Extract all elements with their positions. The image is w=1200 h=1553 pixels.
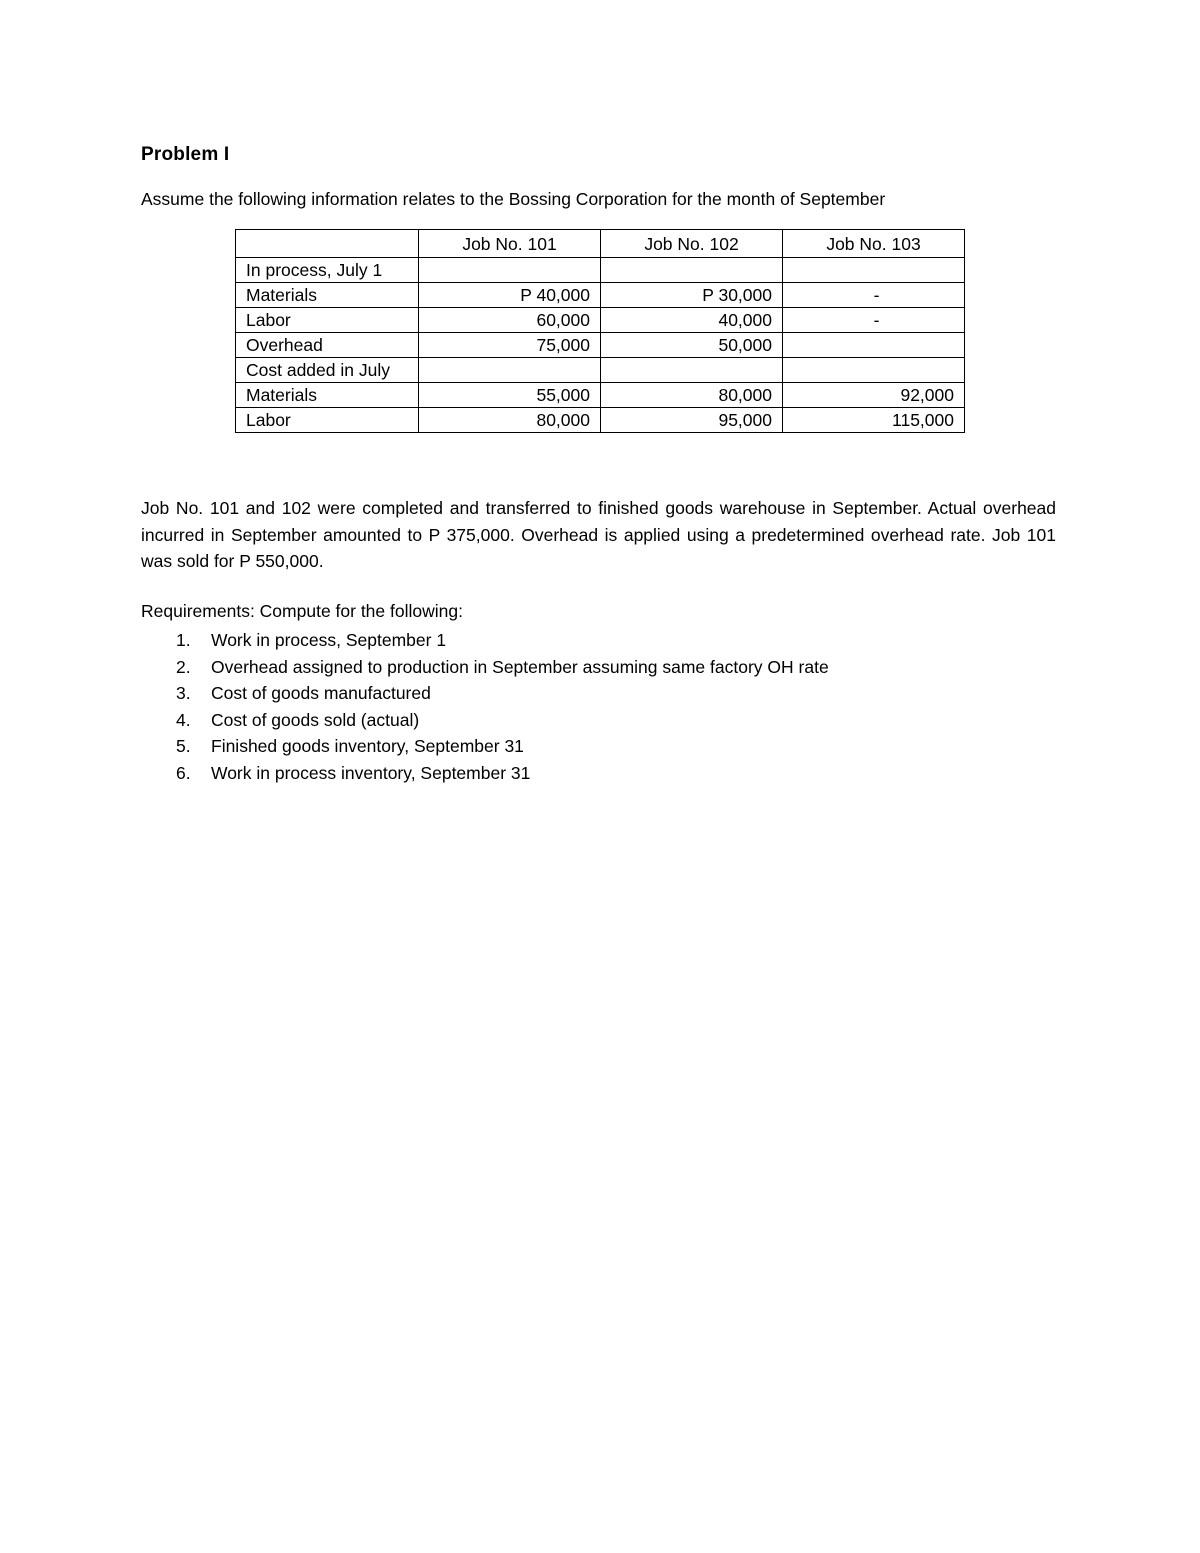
table-row	[236, 408, 965, 433]
table-cell: 80,000	[601, 383, 783, 408]
table-row	[236, 308, 965, 333]
table-cell	[783, 358, 965, 383]
table-cell	[419, 358, 601, 383]
table-cell: 95,000	[601, 408, 783, 433]
row-label: In process, July 1	[236, 258, 419, 283]
header-cell-job-101: Job No. 101	[419, 230, 601, 258]
table-cell	[783, 258, 965, 283]
requirements-list	[141, 627, 829, 786]
list-item	[141, 680, 829, 707]
item-text: Overhead assigned to production in September assuming same factory OH rate	[211, 656, 829, 677]
item-number: 1.	[176, 630, 191, 650]
table-cell	[783, 333, 965, 358]
dash-value: -	[873, 310, 880, 330]
header-cell-blank	[236, 230, 419, 258]
row-label: Labor	[236, 308, 419, 333]
list-item	[141, 733, 829, 760]
intro-text: Assume the following information relates to the Bossing Corporation for the month of September	[141, 189, 886, 209]
table-row	[236, 358, 965, 383]
problem-title: Problem I	[141, 144, 230, 165]
item-text: Cost of goods sold (actual)	[211, 709, 420, 730]
table-cell: 60,000	[419, 308, 601, 333]
table-cell: P 30,000	[601, 283, 783, 308]
job-cost-table	[235, 229, 965, 433]
table-row	[236, 258, 965, 283]
table-cell: 50,000	[601, 333, 783, 358]
header-cell-job-102: Job No. 102	[601, 230, 783, 258]
row-label: Overhead	[236, 333, 419, 358]
item-number: 2.	[176, 656, 191, 677]
table-cell: 55,000	[419, 383, 601, 408]
table-cell	[783, 308, 965, 333]
table-cell: 115,000	[783, 408, 965, 433]
table-cell: P 40,000	[419, 283, 601, 308]
item-text: Work in process, September 1	[211, 630, 447, 650]
item-number: 4.	[176, 709, 191, 730]
header-cell-job-103: Job No. 103	[783, 230, 965, 258]
item-number: 5.	[176, 736, 191, 756]
item-text: Work in process inventory, September 31	[211, 762, 531, 783]
problem-paragraph: Job No. 101 and 102 were completed and transferred to finished goods warehouse in September. Actual overhead incurred in September amounted to P 375,000. Overhead is applied using a predetermined overhead rate. Job 101 was sold for P 550,000.	[141, 498, 1056, 571]
table-cell: 92,000	[783, 383, 965, 408]
item-text: Finished goods inventory, September 31	[211, 736, 524, 756]
table-row	[236, 283, 965, 308]
table-row	[236, 383, 965, 408]
table-cell	[601, 358, 783, 383]
requirements-heading: Requirements: Compute for the following:	[141, 601, 463, 621]
table-header-row	[236, 230, 965, 258]
item-number: 6.	[176, 762, 191, 783]
dash-value: -	[873, 285, 880, 305]
table-cell	[419, 258, 601, 283]
table-cell	[783, 283, 965, 308]
row-label: Materials	[236, 283, 419, 308]
list-item	[141, 707, 829, 734]
row-label: Materials	[236, 383, 419, 408]
table-row	[236, 333, 965, 358]
item-text: Cost of goods manufactured	[211, 683, 431, 703]
table-cell: 40,000	[601, 308, 783, 333]
table-cell: 75,000	[419, 333, 601, 358]
list-item	[141, 654, 829, 681]
list-item	[141, 627, 829, 654]
list-item	[141, 760, 829, 787]
item-number: 3.	[176, 683, 191, 703]
row-label: Labor	[236, 408, 419, 433]
table-cell	[601, 258, 783, 283]
row-label: Cost added in July	[236, 358, 419, 383]
table-cell: 80,000	[419, 408, 601, 433]
